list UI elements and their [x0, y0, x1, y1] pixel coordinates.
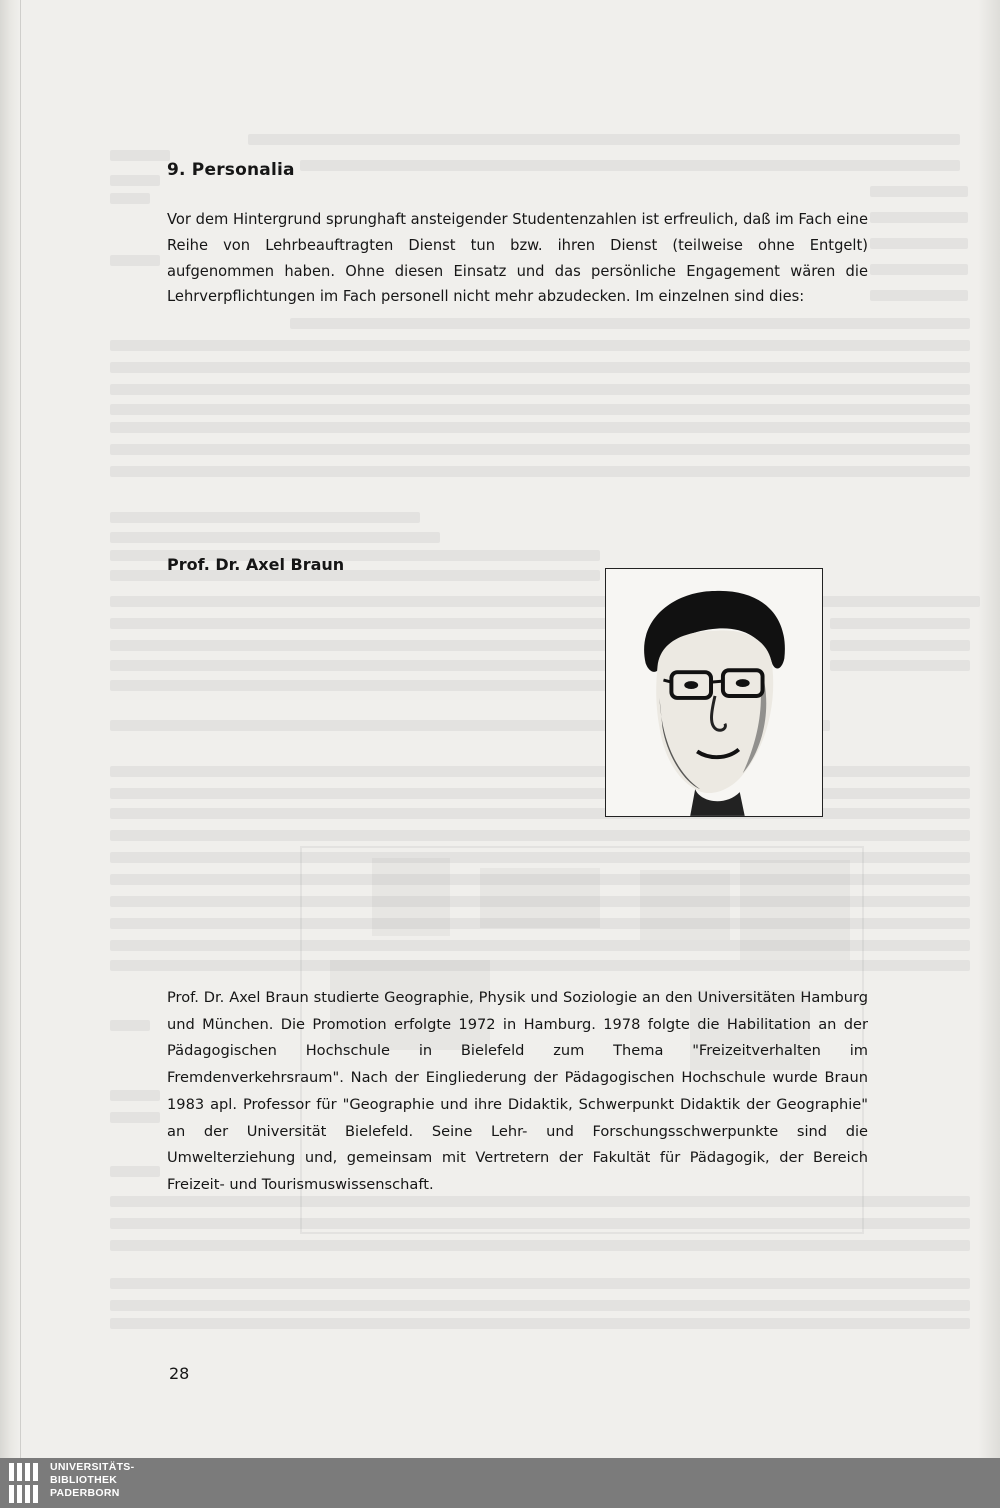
portrait-photo: [605, 568, 823, 817]
library-name: [50, 1461, 134, 1500]
bio-paragraph: Prof. Dr. Axel Braun studierte Geographie, Physik und Soziologie an den Universitäten Hamburg und München. Die Promotion erfolgte 1972 in Hamburg. 1978 folgte die Habilitation an der Pädagogischen Hochschule in Bielefeld zum Thema "Freizeitverhalten im Fremdenverkehrsraum". Nach der Eingliederung der Pädagogischen Hochschule wurde Braun 1983 apl. Professor für "Geographie und ihre Didaktik, Schwerpunkt Didaktik der Geographie" an der Universität Bielefeld. Seine Lehr- und Forschungsschwerpunkte sind die Umwelterziehung und, gemeinsam mit Vertretern der Fakultät für Pädagogik, der Bereich Freizeit- und Tourismuswissenschaft.: [167, 989, 868, 1193]
page-edge-left: [0, 0, 21, 1458]
section-heading: 9. Personalia: [167, 160, 295, 180]
intro-paragraph: Vor dem Hintergrund sprunghaft ansteigender Studentenzahlen ist erfreulich, daß im Fach eine Reihe von Lehrbeauftragten Dienst tun bzw. ihren Dienst (teilweise ohne Entgelt) aufgenommen haben. Ohne diesen Einsatz und das persönliche Engagement wären die Lehrverpflichtungen im Fach personell nicht mehr abzudecken. Im einzelnen sind dies:: [167, 211, 868, 306]
library-logo-icon: [8, 1461, 44, 1505]
portrait-icon: [606, 569, 822, 816]
library-name-line2: BIBLIOTHEK: [50, 1474, 118, 1486]
person-name-heading: Prof. Dr. Axel Braun: [167, 555, 345, 574]
library-footer-bar: [0, 1458, 1000, 1508]
page-number: 28: [169, 1364, 190, 1383]
library-name-line3: PADERBORN: [50, 1487, 120, 1499]
page-edge-right: [978, 0, 1000, 1458]
library-name-line1: UNIVERSITÄTS-: [50, 1461, 135, 1473]
